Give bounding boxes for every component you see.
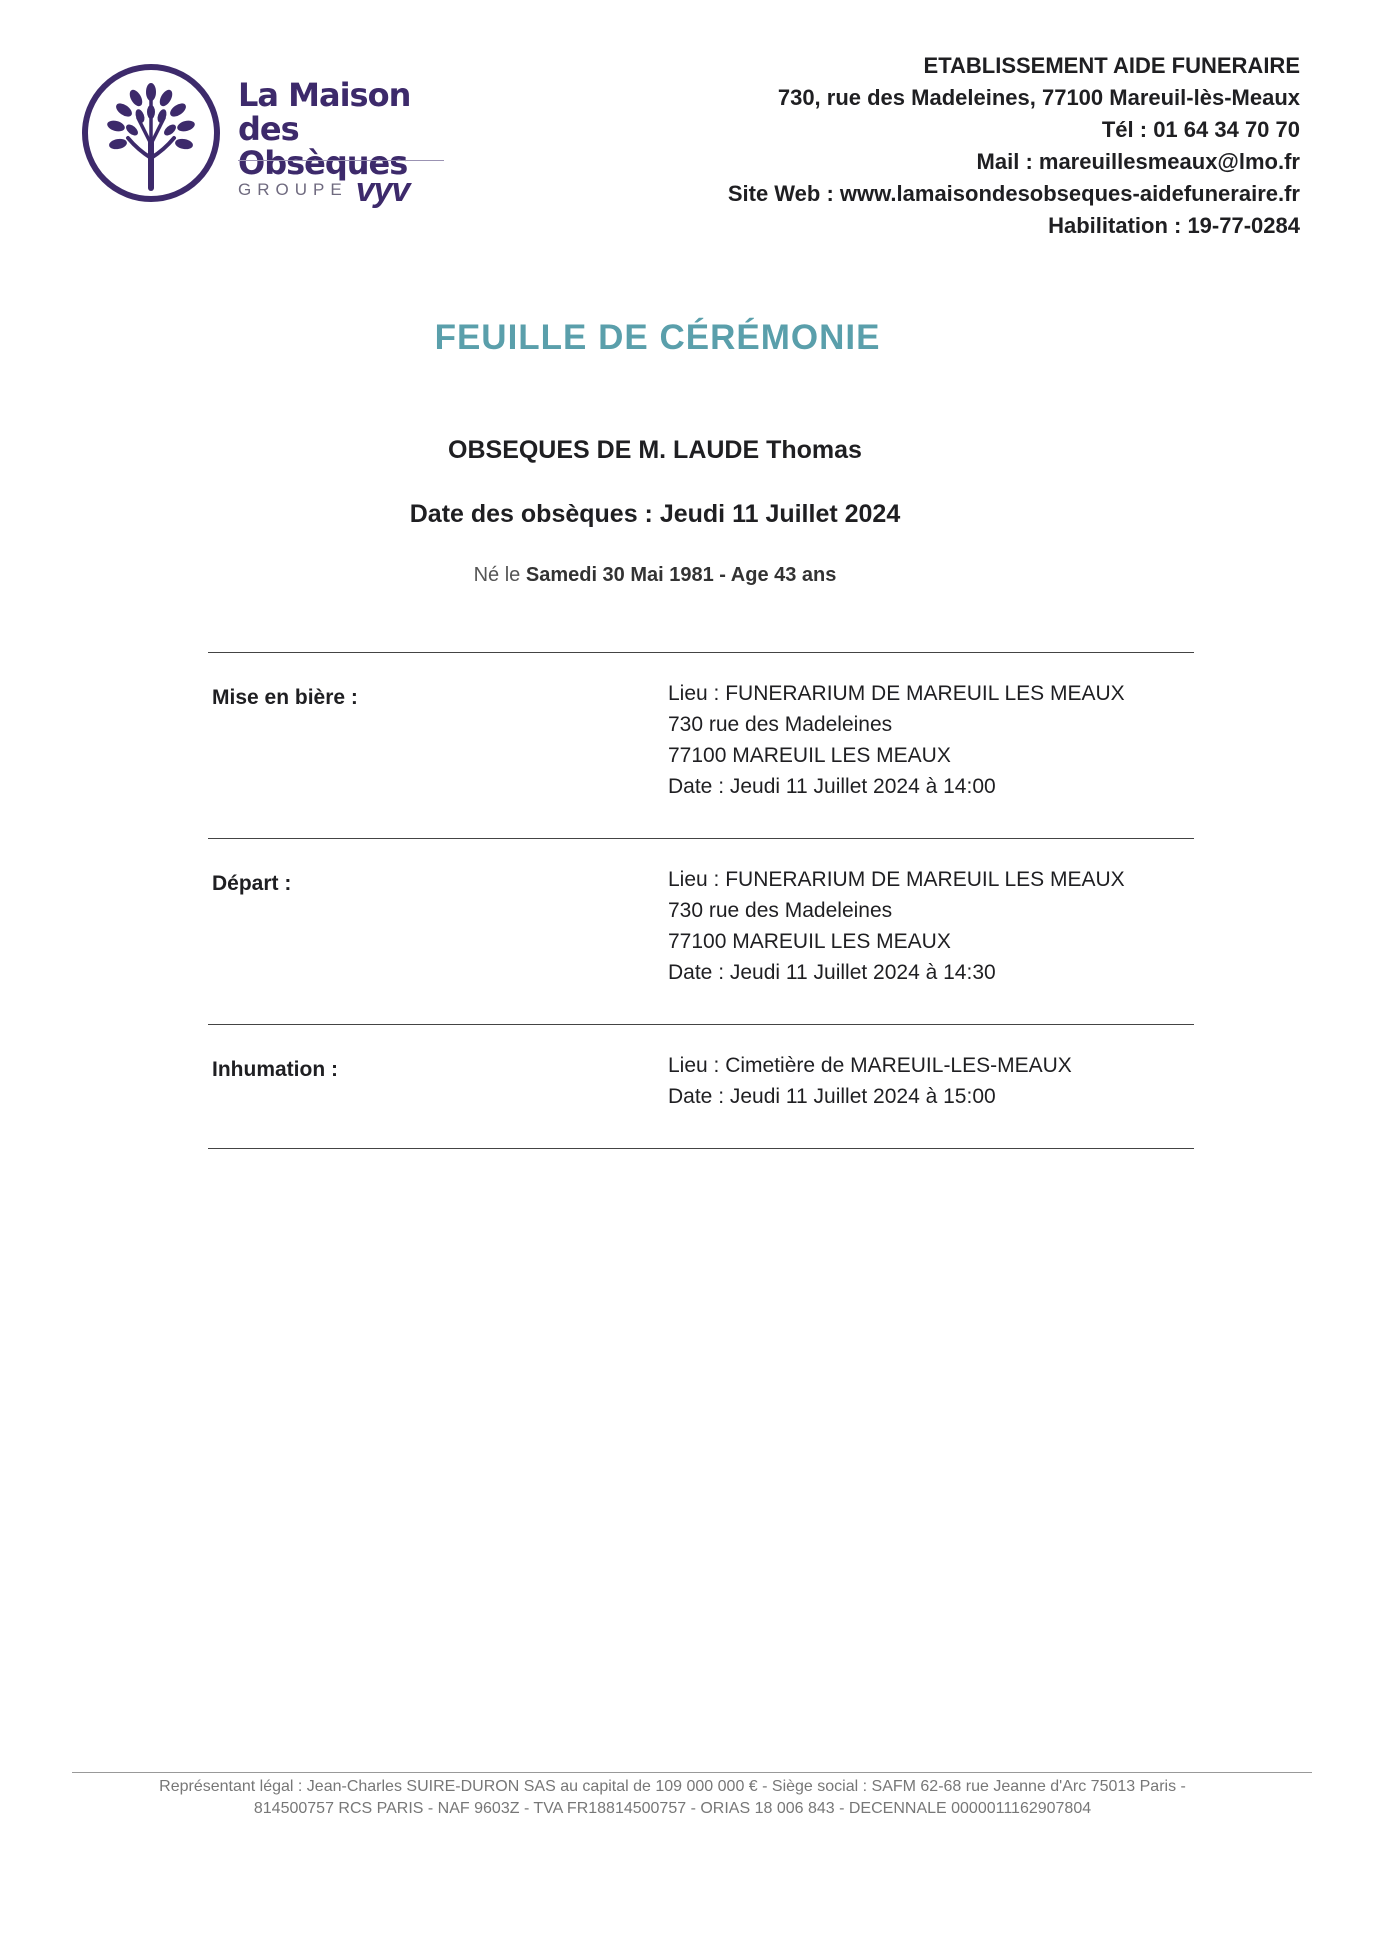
section-label-mise-en-biere: Mise en bière :: [212, 686, 358, 709]
contact-block: [600, 50, 1300, 242]
section-details-depart: [668, 864, 1125, 988]
establishment-website: Site Web : www.lamaisondesobseques-aidefuneraire.fr: [727, 181, 1300, 206]
establishment-phone: Tél : 01 64 34 70 70: [1101, 117, 1300, 142]
tree-of-life-icon: [78, 60, 224, 206]
detail-line: 77100 MAREUIL LES MEAUX: [668, 744, 951, 767]
footer-divider: [72, 1772, 1312, 1773]
detail-line: 730 rue des Madeleines: [668, 713, 893, 736]
detail-line: 730 rue des Madeleines: [668, 899, 893, 922]
detail-line: Lieu : Cimetière de MAREUIL-LES-MEAUX: [668, 1054, 1072, 1077]
section-divider: [208, 1148, 1194, 1149]
brand-group-word: GROUPE: [238, 180, 348, 199]
footer-line-2: 814500757 RCS PARIS - NAF 9603Z - TVA FR18814500757 - ORIAS 18 006 843 - DECENNALE 0000011162907804: [253, 1800, 1092, 1817]
detail-line: Lieu : FUNERARIUM DE MAREUIL LES MEAUX: [668, 868, 1125, 891]
detail-line: Date : Jeudi 11 Juillet 2024 à 15:00: [668, 1085, 996, 1108]
funeral-date: Date des obsèques : Jeudi 11 Juillet 2024: [409, 500, 901, 528]
brand-name-line1: La Maison: [238, 76, 411, 114]
establishment-name: ETABLISSEMENT AIDE FUNERAIRE: [923, 53, 1300, 78]
document-title: FEUILLE DE CÉRÉMONIE: [434, 318, 881, 357]
footer-line-1: Représentant légal : Jean-Charles SUIRE-DURON SAS au capital de 109 000 000 € - Siège social : SAFM 62-68 rue Jeanne d'Arc 75013 Paris -: [159, 1778, 1186, 1795]
brand-name: [238, 78, 458, 180]
establishment-address: 730, rue des Madeleines, 77100 Mareuil-lès-Meaux: [777, 85, 1300, 110]
section-label-inhumation: Inhumation :: [212, 1058, 338, 1081]
brand-name-line2: des Obsèques: [238, 110, 408, 182]
birth-line: [0, 564, 1375, 587]
section-divider: [208, 1024, 1194, 1025]
establishment-mail: Mail : mareuillesmeaux@lmo.fr: [976, 149, 1300, 174]
detail-line: Date : Jeudi 11 Juillet 2024 à 14:00: [668, 775, 996, 798]
birth-prefix: Né le: [473, 564, 521, 586]
legal-footer: [0, 1776, 1375, 1820]
birth-date: Samedi 30 Mai 1981 - Age 43 ans: [525, 564, 837, 586]
section-details-mise-en-biere: [668, 678, 1125, 802]
section-divider: [208, 652, 1194, 653]
section-label-depart: Départ :: [212, 872, 292, 895]
section-divider: [208, 838, 1194, 839]
detail-line: Lieu : FUNERARIUM DE MAREUIL LES MEAUX: [668, 682, 1125, 705]
detail-line: 77100 MAREUIL LES MEAUX: [668, 930, 951, 953]
brand-group-name: vyv: [355, 171, 410, 209]
deceased-name: OBSEQUES DE M. LAUDE Thomas: [448, 436, 862, 464]
section-details-inhumation: [668, 1050, 1072, 1112]
detail-line: Date : Jeudi 11 Juillet 2024 à 14:30: [668, 961, 996, 984]
establishment-habilitation: Habilitation : 19-77-0284: [1048, 213, 1300, 238]
brand-divider: [238, 160, 444, 161]
brand-group: [238, 171, 410, 209]
